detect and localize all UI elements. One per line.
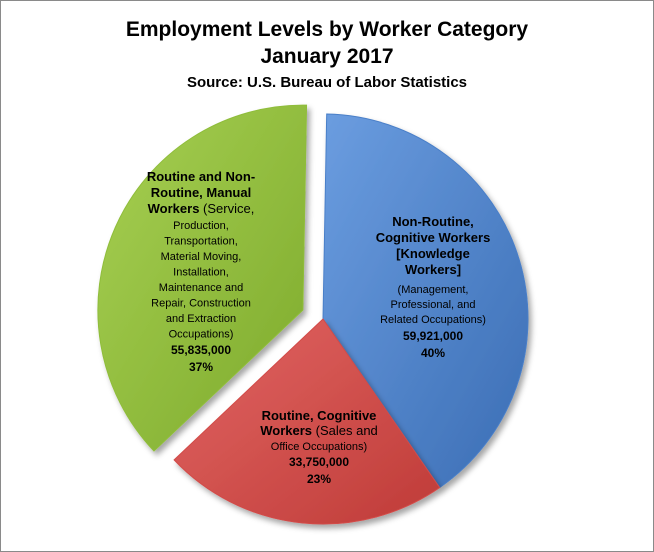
slice-1-label-line: [Knowledge	[396, 246, 470, 261]
slice-1-percent: 40%	[420, 346, 446, 360]
slice-3-label-line: Routine, Manual	[150, 185, 252, 200]
slice-2-label-line: Routine, Cognitive	[261, 408, 377, 423]
slice-1-label-line: Workers]	[404, 262, 462, 277]
slice-3-label-line: Repair, Construction	[151, 297, 251, 310]
slice-2-value: 33,750,000	[288, 455, 350, 469]
slice-1-detail-line: (Management,	[397, 284, 469, 296]
slice-3-label-line: Production,	[173, 220, 229, 232]
slice-3-label-line: Installation,	[173, 266, 229, 279]
slice-1-label-line: Cognitive Workers	[375, 230, 491, 245]
slice-1-label-line: Non-Routine,	[392, 214, 474, 229]
slice-1-detail-line: Professional, and	[390, 299, 476, 311]
slice-3-label-line: Maintenance and	[158, 282, 244, 294]
slice-3-value: 55,835,000	[170, 343, 232, 357]
slice-1-value: 59,921,000	[402, 329, 464, 343]
chart-subtitle: January 2017	[260, 45, 394, 68]
slice-3-label-line: Workers (Service,	[147, 201, 255, 216]
slice-3-label-line: Occupations)	[168, 328, 234, 341]
slice-2-label-line: Workers (Sales and	[260, 423, 378, 438]
slice-2-percent: 23%	[306, 472, 332, 486]
slice-1-detail-line: Related Occupations)	[380, 314, 486, 326]
slice-3-label-line: and Extraction	[165, 313, 237, 325]
chart-title: Employment Levels by Worker Category	[125, 18, 529, 41]
slice-3-label-line: Material Moving,	[160, 251, 242, 263]
slice-3-label-line: Routine and Non-	[146, 169, 256, 184]
slice-3-label-line: Transportation,	[164, 235, 238, 248]
pie-chart	[1, 1, 653, 551]
slice-3-percent: 37%	[188, 360, 214, 374]
slice-2-label-line: Office Occupations)	[270, 441, 368, 453]
chart-source: Source: U.S. Bureau of Labor Statistics	[186, 74, 468, 91]
